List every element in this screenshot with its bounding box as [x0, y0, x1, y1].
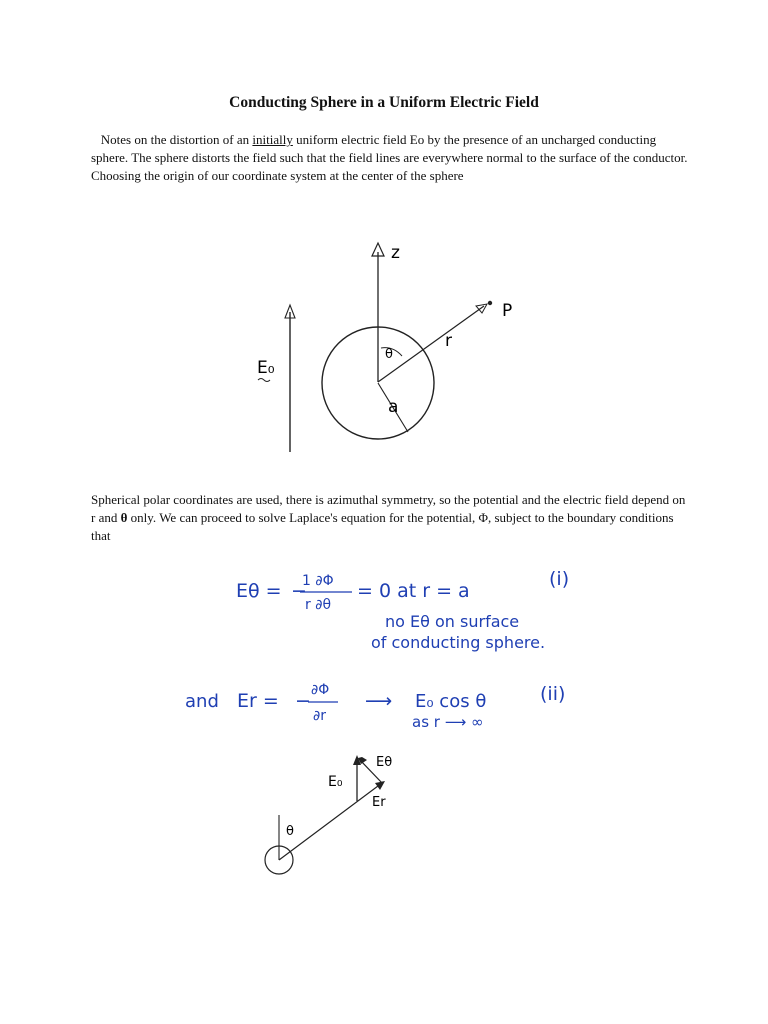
eq2-lead: and — [185, 691, 219, 712]
eq2-numerator: ∂Φ — [311, 682, 330, 698]
boundary-part2: only. We can proceed to solve Laplace's equation for the potential, Φ, subject to the boundary conditions that — [91, 510, 674, 543]
eq2-tag: (ii) — [540, 683, 566, 705]
boundary-part1: Spherical polar coordinates are used, there is azimuthal symmetry, so the potential and the electric field depend on r and — [91, 492, 686, 525]
intro-underlined-word: initially — [252, 132, 293, 147]
eq1-note-line1: no Eθ on surface — [385, 612, 520, 631]
intro-rest: uniform electric field Eo by the presence of an uncharged conducting sphere. The sphere distorts the field such that the field lines are everywhere normal to the surface of the conductor. Choosing the origin of our coordinate system at the center of the sphere — [91, 132, 688, 183]
intro-lead: Notes on the distortion of an — [100, 132, 253, 147]
radius-r-label: r — [445, 331, 452, 351]
field-theta-label: θ — [286, 824, 294, 839]
eq2-rhs: E₀ cos θ — [415, 691, 487, 712]
eq1-denominator: r ∂θ — [305, 597, 332, 613]
theta-bold: θ — [120, 510, 128, 525]
sphere-radius-a-label: a — [388, 397, 399, 417]
eq2-denominator: ∂r — [313, 708, 326, 724]
eq1-tag: (i) — [549, 568, 570, 590]
eq2-arrow: ⟶ — [365, 690, 393, 712]
radial-line — [279, 783, 382, 860]
z-axis-label: z — [391, 243, 400, 263]
etheta-label: Eθ — [376, 755, 393, 770]
uniform-field-label: E₀ — [257, 358, 275, 378]
er-arrowhead — [375, 781, 385, 790]
eq1-numerator: 1 ∂Φ — [302, 573, 334, 589]
eq1-note-line2: of conducting sphere. — [371, 633, 546, 652]
eq2-limit: as r ⟶ ∞ — [412, 713, 484, 731]
eq1-rhs: = 0 at r = a — [357, 580, 470, 602]
page-title: Conducting Sphere in a Uniform Electric Field — [229, 94, 539, 111]
point-p-label: P — [502, 301, 513, 321]
theta-label: θ — [385, 347, 393, 362]
eq1-minus: − — [291, 580, 307, 602]
e0-vector-label: E₀ — [328, 774, 343, 790]
eq2-lhs: Er = — [237, 690, 279, 712]
er-label: Er — [372, 795, 386, 810]
eq1-lhs: Eθ = — [236, 580, 282, 602]
eq2-minus: − — [295, 690, 311, 712]
